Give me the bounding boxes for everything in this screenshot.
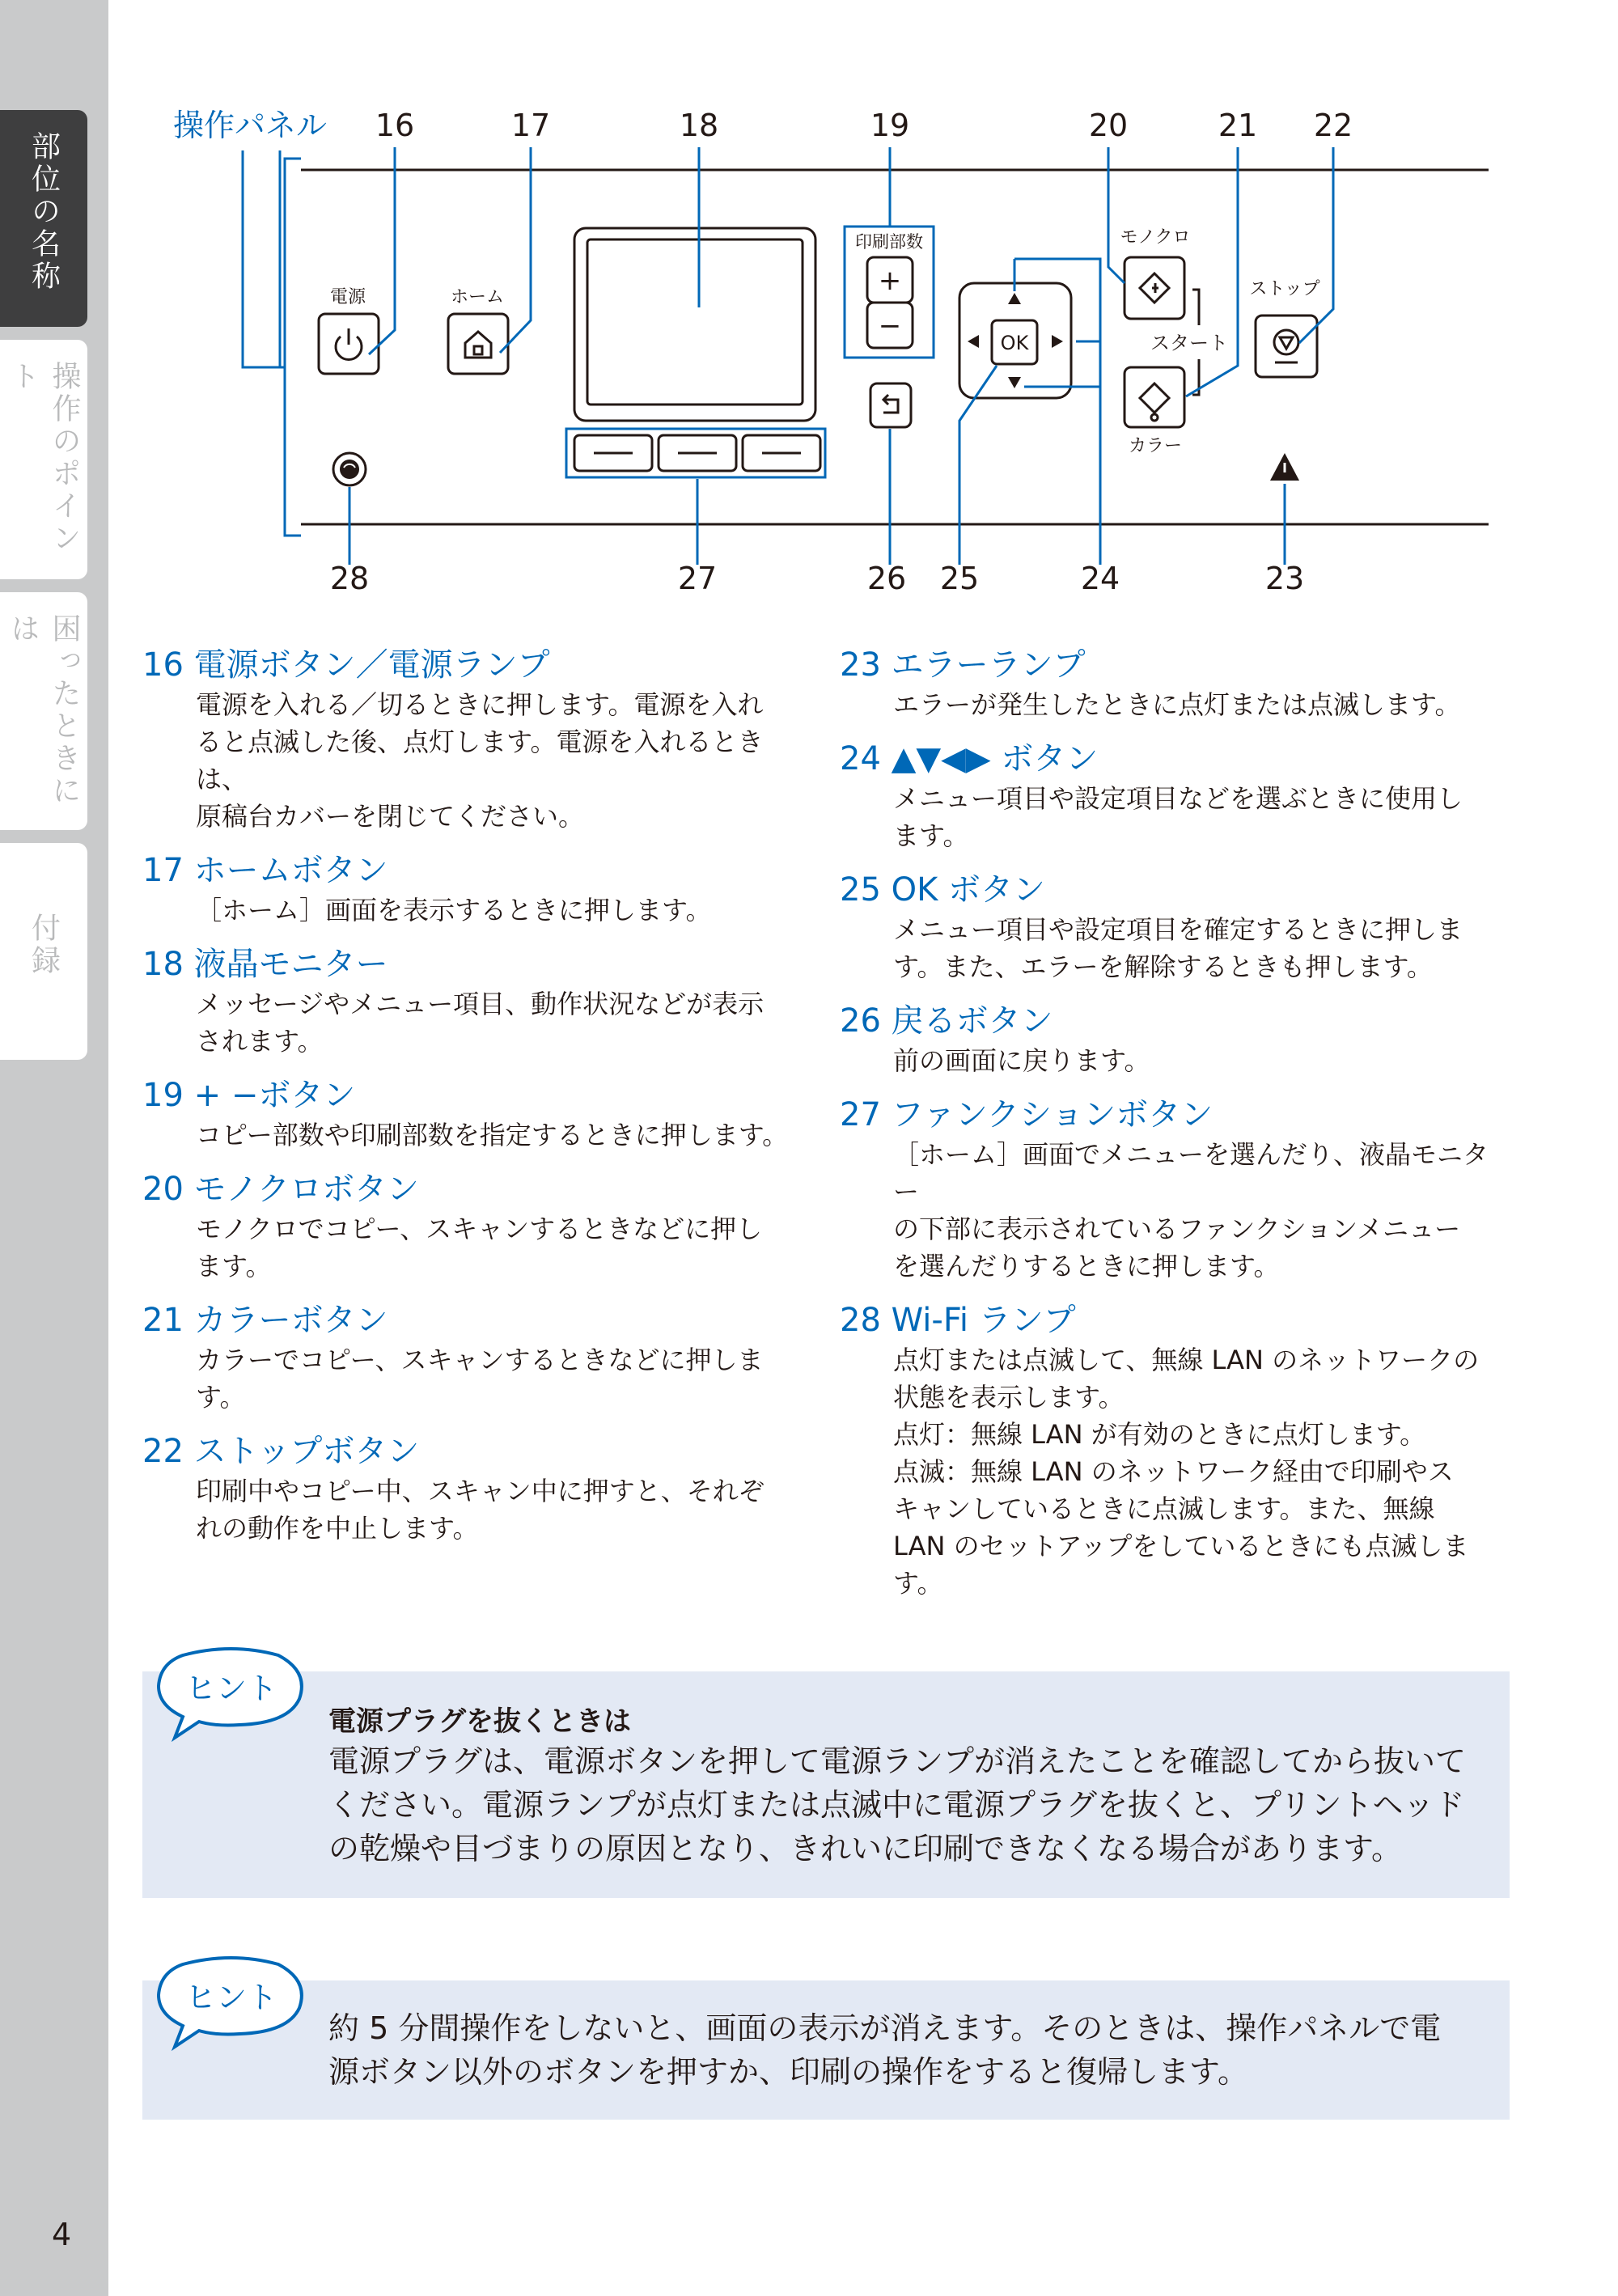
desc-heading: 16 電源ボタン／電源ランプ bbox=[142, 646, 550, 684]
copies-label: 印刷部数 bbox=[855, 232, 923, 252]
hint-line: 約 5 分間操作をしないと、画面の表示が消えます。そのときは、操作パネルで電 bbox=[328, 2010, 1442, 2046]
hint-line: ください。電源ランプが点灯または点滅中に電源プラグを抜くと、プリントヘッド bbox=[328, 1787, 1465, 1823]
desc-heading: 19 + −ボタン bbox=[142, 1077, 356, 1114]
stop-label: ストップ bbox=[1249, 279, 1320, 299]
descriptions-right bbox=[840, 644, 1503, 1616]
power-label: 電源 bbox=[329, 287, 366, 307]
desc-heading: 22 ストップボタン bbox=[142, 1433, 420, 1470]
desc-item-18 bbox=[142, 943, 806, 1060]
desc-item-22 bbox=[142, 1430, 806, 1547]
desc-line: の下部に表示されているファンクションメニュー bbox=[893, 1214, 1461, 1244]
mono-start-button[interactable] bbox=[1125, 257, 1184, 319]
hint-body-2 bbox=[328, 2006, 1477, 2094]
hint-line: 電源プラグは、電源ボタンを押して電源ランプが消えたことを確認してから抜いて bbox=[328, 1743, 1467, 1779]
desc-line: ると点滅した後、点灯します。電源を入れるときは、 bbox=[196, 727, 764, 794]
plus-button[interactable] bbox=[867, 257, 913, 303]
plus-symbol: + bbox=[878, 265, 902, 297]
desc-line: ［ホーム］画面を表示するときに押します。 bbox=[196, 895, 712, 926]
desc-heading: 21 カラーボタン bbox=[142, 1302, 388, 1339]
desc-line: キャンしているときに点滅します。また、無線 bbox=[893, 1493, 1435, 1524]
desc-line: エラーが発生したときに点灯または点滅します。 bbox=[893, 689, 1461, 720]
home-label: ホーム bbox=[450, 287, 505, 307]
desc-line: 点灯：無線 LAN が有効のときに点灯します。 bbox=[893, 1419, 1426, 1450]
panel-bracket bbox=[243, 150, 301, 536]
error-lamp bbox=[1270, 453, 1299, 481]
callout-22: 22 bbox=[1313, 108, 1353, 143]
function-button-left[interactable] bbox=[574, 435, 652, 471]
lcd-monitor bbox=[574, 228, 815, 421]
color-start-button[interactable] bbox=[1125, 367, 1184, 427]
desc-line: メッセージやメニュー項目、動作状況などが表示 bbox=[196, 989, 765, 1019]
hint-badge-label: ヒント bbox=[184, 1980, 278, 2015]
desc-line: メニュー項目や設定項目などを選ぶときに使用し bbox=[893, 783, 1463, 814]
desc-heading: 24 ▲▼◀▶ ボタン bbox=[840, 740, 1099, 777]
desc-line: れの動作を中止します。 bbox=[196, 1513, 479, 1544]
color-label: カラー bbox=[1128, 436, 1183, 456]
desc-line: 点滅：無線 LAN のネットワーク経由で印刷やス bbox=[893, 1456, 1454, 1487]
hint-badge-1 bbox=[150, 1642, 312, 1747]
desc-item-20 bbox=[142, 1168, 806, 1285]
callout-21: 21 bbox=[1218, 108, 1258, 143]
callout-27: 27 bbox=[677, 561, 718, 596]
operation-panel-diagram bbox=[0, 0, 1618, 615]
desc-item-27 bbox=[840, 1094, 1503, 1285]
start-label: スタート bbox=[1150, 332, 1228, 354]
minus-button[interactable] bbox=[867, 303, 913, 348]
desc-heading: 18 液晶モニター bbox=[142, 946, 388, 983]
minus-symbol: − bbox=[878, 310, 902, 342]
desc-line: ます。 bbox=[893, 820, 969, 851]
callout-24: 24 bbox=[1080, 561, 1120, 596]
sidebar-tab-troubleshooting[interactable]: 困ったときには bbox=[0, 592, 87, 830]
desc-line: 点灯または点滅して、無線 LAN のネットワークの bbox=[893, 1345, 1480, 1375]
desc-heading: 27 ファンクションボタン bbox=[840, 1096, 1214, 1133]
panel-label: 操作パネル bbox=[173, 108, 328, 143]
callout-16: 16 bbox=[375, 108, 415, 143]
desc-item-28 bbox=[840, 1299, 1503, 1602]
function-button-right[interactable] bbox=[743, 435, 820, 471]
descriptions-left bbox=[142, 644, 806, 1561]
desc-heading: 20 モノクロボタン bbox=[142, 1171, 420, 1208]
callout-18: 18 bbox=[679, 108, 719, 143]
callout-23: 23 bbox=[1264, 561, 1305, 596]
callout-20: 20 bbox=[1088, 108, 1129, 143]
desc-item-17 bbox=[142, 849, 806, 929]
desc-line: カラーでコピー、スキャンするときなどに押しま bbox=[196, 1345, 764, 1375]
desc-line: 電源を入れる／切るときに押します。電源を入れ bbox=[196, 689, 764, 720]
desc-line: 印刷中やコピー中、スキャン中に押すと、それぞ bbox=[196, 1476, 765, 1506]
desc-line: す。 bbox=[196, 1382, 246, 1413]
desc-heading: 28 Wi-Fi ランプ bbox=[840, 1302, 1076, 1339]
home-button[interactable] bbox=[448, 314, 508, 374]
hint-body-1 bbox=[328, 1739, 1477, 1870]
desc-item-25 bbox=[840, 869, 1503, 985]
callout-17: 17 bbox=[510, 108, 551, 143]
desc-item-19 bbox=[142, 1074, 806, 1154]
desc-line: コピー部数や印刷部数を指定するときに押します。 bbox=[196, 1120, 789, 1150]
sidebar-tab-appendix[interactable]: 付録 bbox=[0, 843, 87, 1060]
desc-heading: 17 ホームボタン bbox=[142, 852, 388, 889]
desc-line: メニュー項目や設定項目を確定するときに押しま bbox=[893, 914, 1463, 945]
desc-line: モノクロでコピー、スキャンするときなどに押し bbox=[196, 1214, 763, 1244]
ok-label: OK bbox=[1000, 332, 1029, 354]
back-button[interactable] bbox=[870, 383, 911, 427]
stop-button[interactable] bbox=[1256, 316, 1317, 377]
desc-item-24 bbox=[840, 738, 1503, 854]
desc-item-16 bbox=[142, 644, 806, 835]
hint-line: 源ボタン以外のボタンを押すか、印刷の操作をすると復帰します。 bbox=[328, 2054, 1248, 2090]
desc-line: ます。 bbox=[196, 1251, 272, 1281]
hint-badge-2 bbox=[150, 1951, 312, 2057]
desc-line: す。 bbox=[893, 1568, 943, 1599]
desc-heading: 26 戻るボタン bbox=[840, 1002, 1053, 1040]
desc-item-21 bbox=[142, 1299, 806, 1416]
desc-item-26 bbox=[840, 1000, 1503, 1079]
desc-line: す。また、エラーを解除するときも押します。 bbox=[893, 951, 1433, 982]
callout-25: 25 bbox=[939, 561, 980, 596]
wifi-lamp bbox=[333, 453, 366, 485]
callout-26: 26 bbox=[866, 561, 907, 596]
callout-28: 28 bbox=[329, 561, 370, 596]
mono-label: モノクロ bbox=[1120, 227, 1191, 248]
hint-badge-label: ヒント bbox=[184, 1671, 278, 1706]
desc-line: ［ホーム］画面でメニューを選んだり、液晶モニター bbox=[893, 1139, 1489, 1207]
desc-line: されます。 bbox=[196, 1026, 324, 1057]
desc-heading: 25 OK ボタン bbox=[840, 871, 1046, 909]
desc-item-23 bbox=[840, 644, 1503, 723]
power-button[interactable] bbox=[319, 314, 379, 374]
hint-line: の乾燥や目づまりの原因となり、きれいに印刷できなくなる場合があります。 bbox=[328, 1831, 1402, 1866]
sidebar-tab-operation-points[interactable]: 操作のポイント bbox=[0, 340, 87, 579]
function-button-center[interactable] bbox=[659, 435, 736, 471]
desc-heading: 23 エラーランプ bbox=[840, 646, 1086, 684]
desc-line: を選んだりするときに押します。 bbox=[893, 1251, 1280, 1281]
callout-19: 19 bbox=[870, 108, 910, 143]
desc-line: LAN のセットアップをしているときにも点滅しま bbox=[893, 1531, 1469, 1561]
sidebar-tab-parts[interactable]: 部位の名称 bbox=[0, 110, 87, 327]
desc-line: 状態を表示します。 bbox=[893, 1382, 1125, 1413]
ok-button[interactable] bbox=[992, 320, 1037, 364]
page-number: 4 bbox=[52, 2217, 72, 2252]
desc-line: 前の画面に戻ります。 bbox=[893, 1045, 1150, 1076]
desc-line: 原稿台カバーを閉じてください。 bbox=[196, 801, 585, 832]
hint-title: 電源プラグを抜くときは bbox=[328, 1705, 631, 1738]
